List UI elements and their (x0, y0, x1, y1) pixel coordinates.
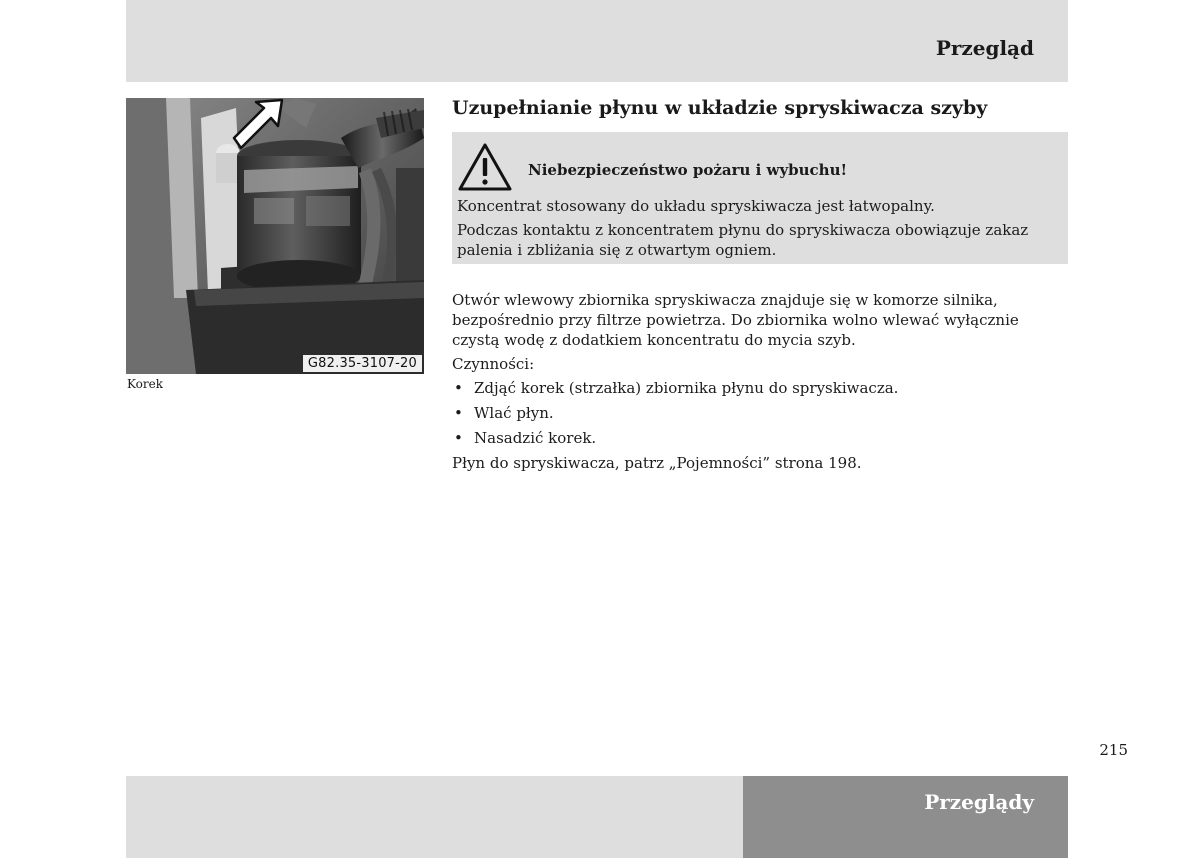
section-title: Uzupełnianie płynu w układzie spryskiwacza szyby (452, 97, 988, 119)
bullet-icon: • (454, 404, 463, 422)
warning-title: Niebezpieczeństwo pożaru i wybuchu! (528, 161, 848, 179)
figure-caption: Korek (127, 377, 163, 391)
warning-box (452, 132, 1068, 264)
page-header-title: Przegląd (935, 36, 1034, 60)
footer-chapter-label: Przeglądy (924, 790, 1034, 814)
engine-photo-illustration (126, 98, 424, 374)
intro-paragraph: Otwór wlewowy zbiornika spryskiwacza znajduje się w komorze silnika, bezpośrednio przy filtrze powietrza. Do zbiornika wolno wlewać wyłącznie czystą wodę z dodatkiem koncentratu do mycia szyb. (452, 291, 1019, 349)
warning-text (457, 196, 1065, 260)
warning-paragraph: Koncentrat stosowany do układu spryskiwacza jest łatwopalny. (457, 197, 935, 215)
list-item (452, 403, 1070, 423)
step-text: Nasadzić korek. (474, 429, 597, 447)
list-item (452, 378, 1070, 398)
steps-list (452, 378, 1070, 448)
engine-bay-photo (126, 98, 424, 374)
warning-paragraph: Podczas kontaktu z koncentratem płynu do spryskiwacza obowiązuje zakaz palenia i zbliżania się z otwartym ogniem. (457, 221, 1029, 259)
page-number: 215 (1099, 741, 1128, 759)
reference-text: Płyn do spryskiwacza, patrz „Pojemności” strona 198. (452, 454, 862, 472)
steps-label: Czynności: (452, 355, 535, 373)
step-text: Zdjąć korek (strzałka) zbiornika płynu do spryskiwacza. (474, 379, 899, 397)
step-text: Wlać płyn. (474, 404, 554, 422)
warning-triangle-icon (457, 142, 513, 192)
bullet-icon: • (454, 429, 463, 447)
list-item (452, 428, 1070, 448)
figure-code: G82.35-3107-20 (303, 355, 422, 372)
header-band (126, 0, 1068, 82)
footer-chapter-tab[interactable] (743, 776, 1068, 858)
section-body (452, 290, 1070, 473)
footer-band (126, 776, 743, 858)
bullet-icon: • (454, 379, 463, 397)
